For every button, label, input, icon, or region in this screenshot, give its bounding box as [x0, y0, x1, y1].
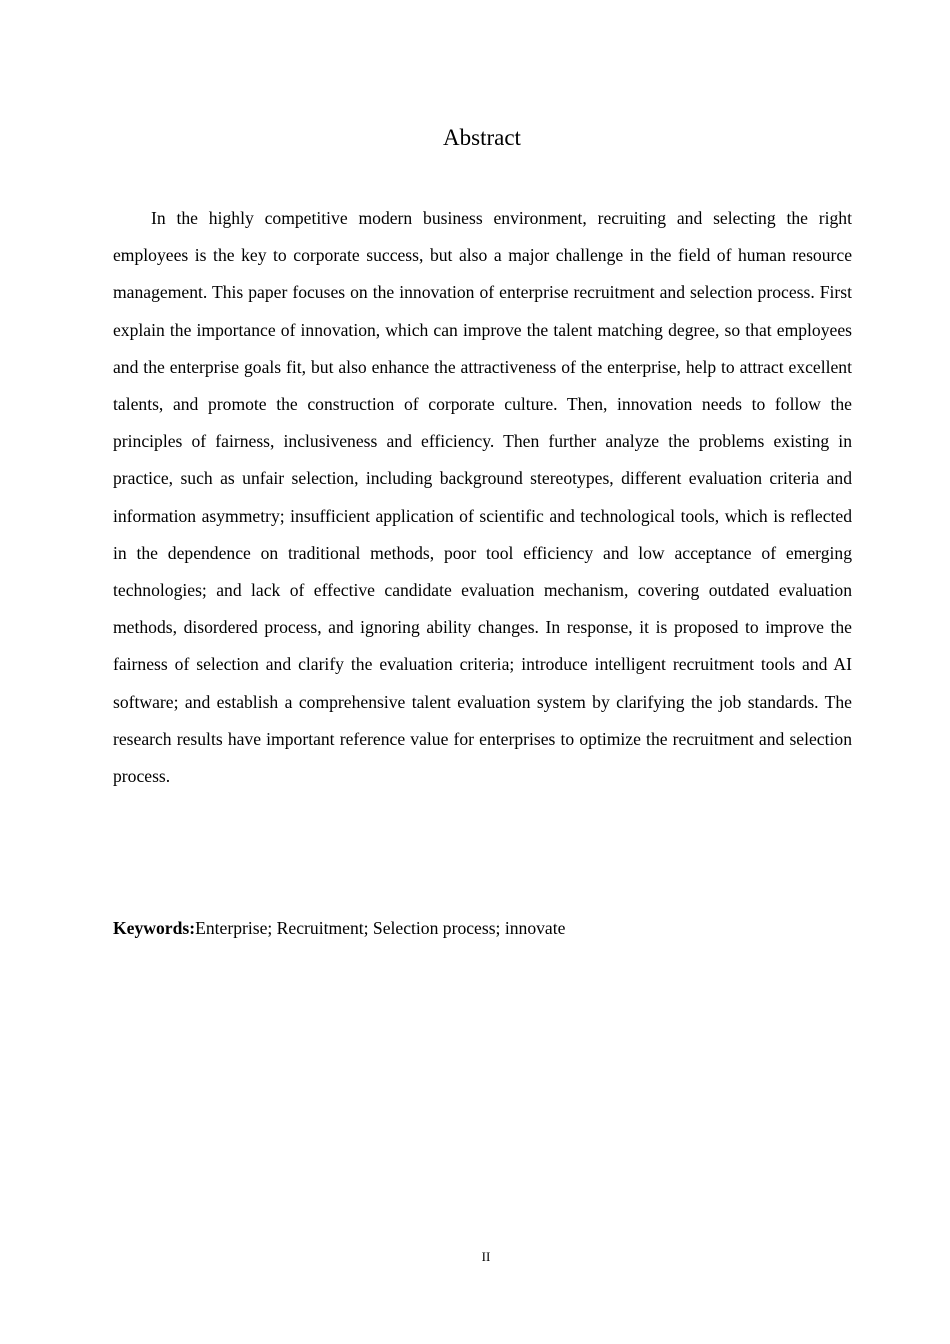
page-number: II	[481, 1249, 491, 1264]
abstract-paragraph: In the highly competitive modern business environment, recruiting and selecting the right employees is the key to corporate success, but also a major challenge in the field of human resource management. This paper focuses on the innovation of enterprise recruitment and selection process. First explain the importance of innovation, which can improve the talent matching degree, so that employees and the enterprise goals fit, but also enhance the attractiveness of the enterprise, help to attract excellent talents, and promote the construction of corporate culture. Then, innovation needs to follow the principles of fairness, inclusiveness and efficiency. Then further analyze the problems existing in practice, such as unfair selection, including background stereotypes, different evaluation criteria and information asymmetry; insufficient application of scientific and technological tools, which is reflected in the dependence on traditional methods, poor tool efficiency and low acceptance of emerging technologies; and lack of effective candidate evaluation mechanism, covering outdated evaluation methods, disordered process, and ignoring ability changes. In response, it is proposed to improve the fairness of selection and clarify the evaluation criteria; introduce intelligent recruitment tools and AI software; and establish a comprehensive talent evaluation system by clarifying the job standards. The research results have important reference value for enterprises to optimize the recruitment and selection process.	[113, 208, 852, 787]
keywords-line	[113, 910, 852, 947]
abstract-heading: Abstract	[443, 125, 521, 150]
keywords-label: Keywords:	[113, 918, 196, 938]
keywords-text: Enterprise; Recruitment; Selection process; innovate	[195, 918, 566, 938]
